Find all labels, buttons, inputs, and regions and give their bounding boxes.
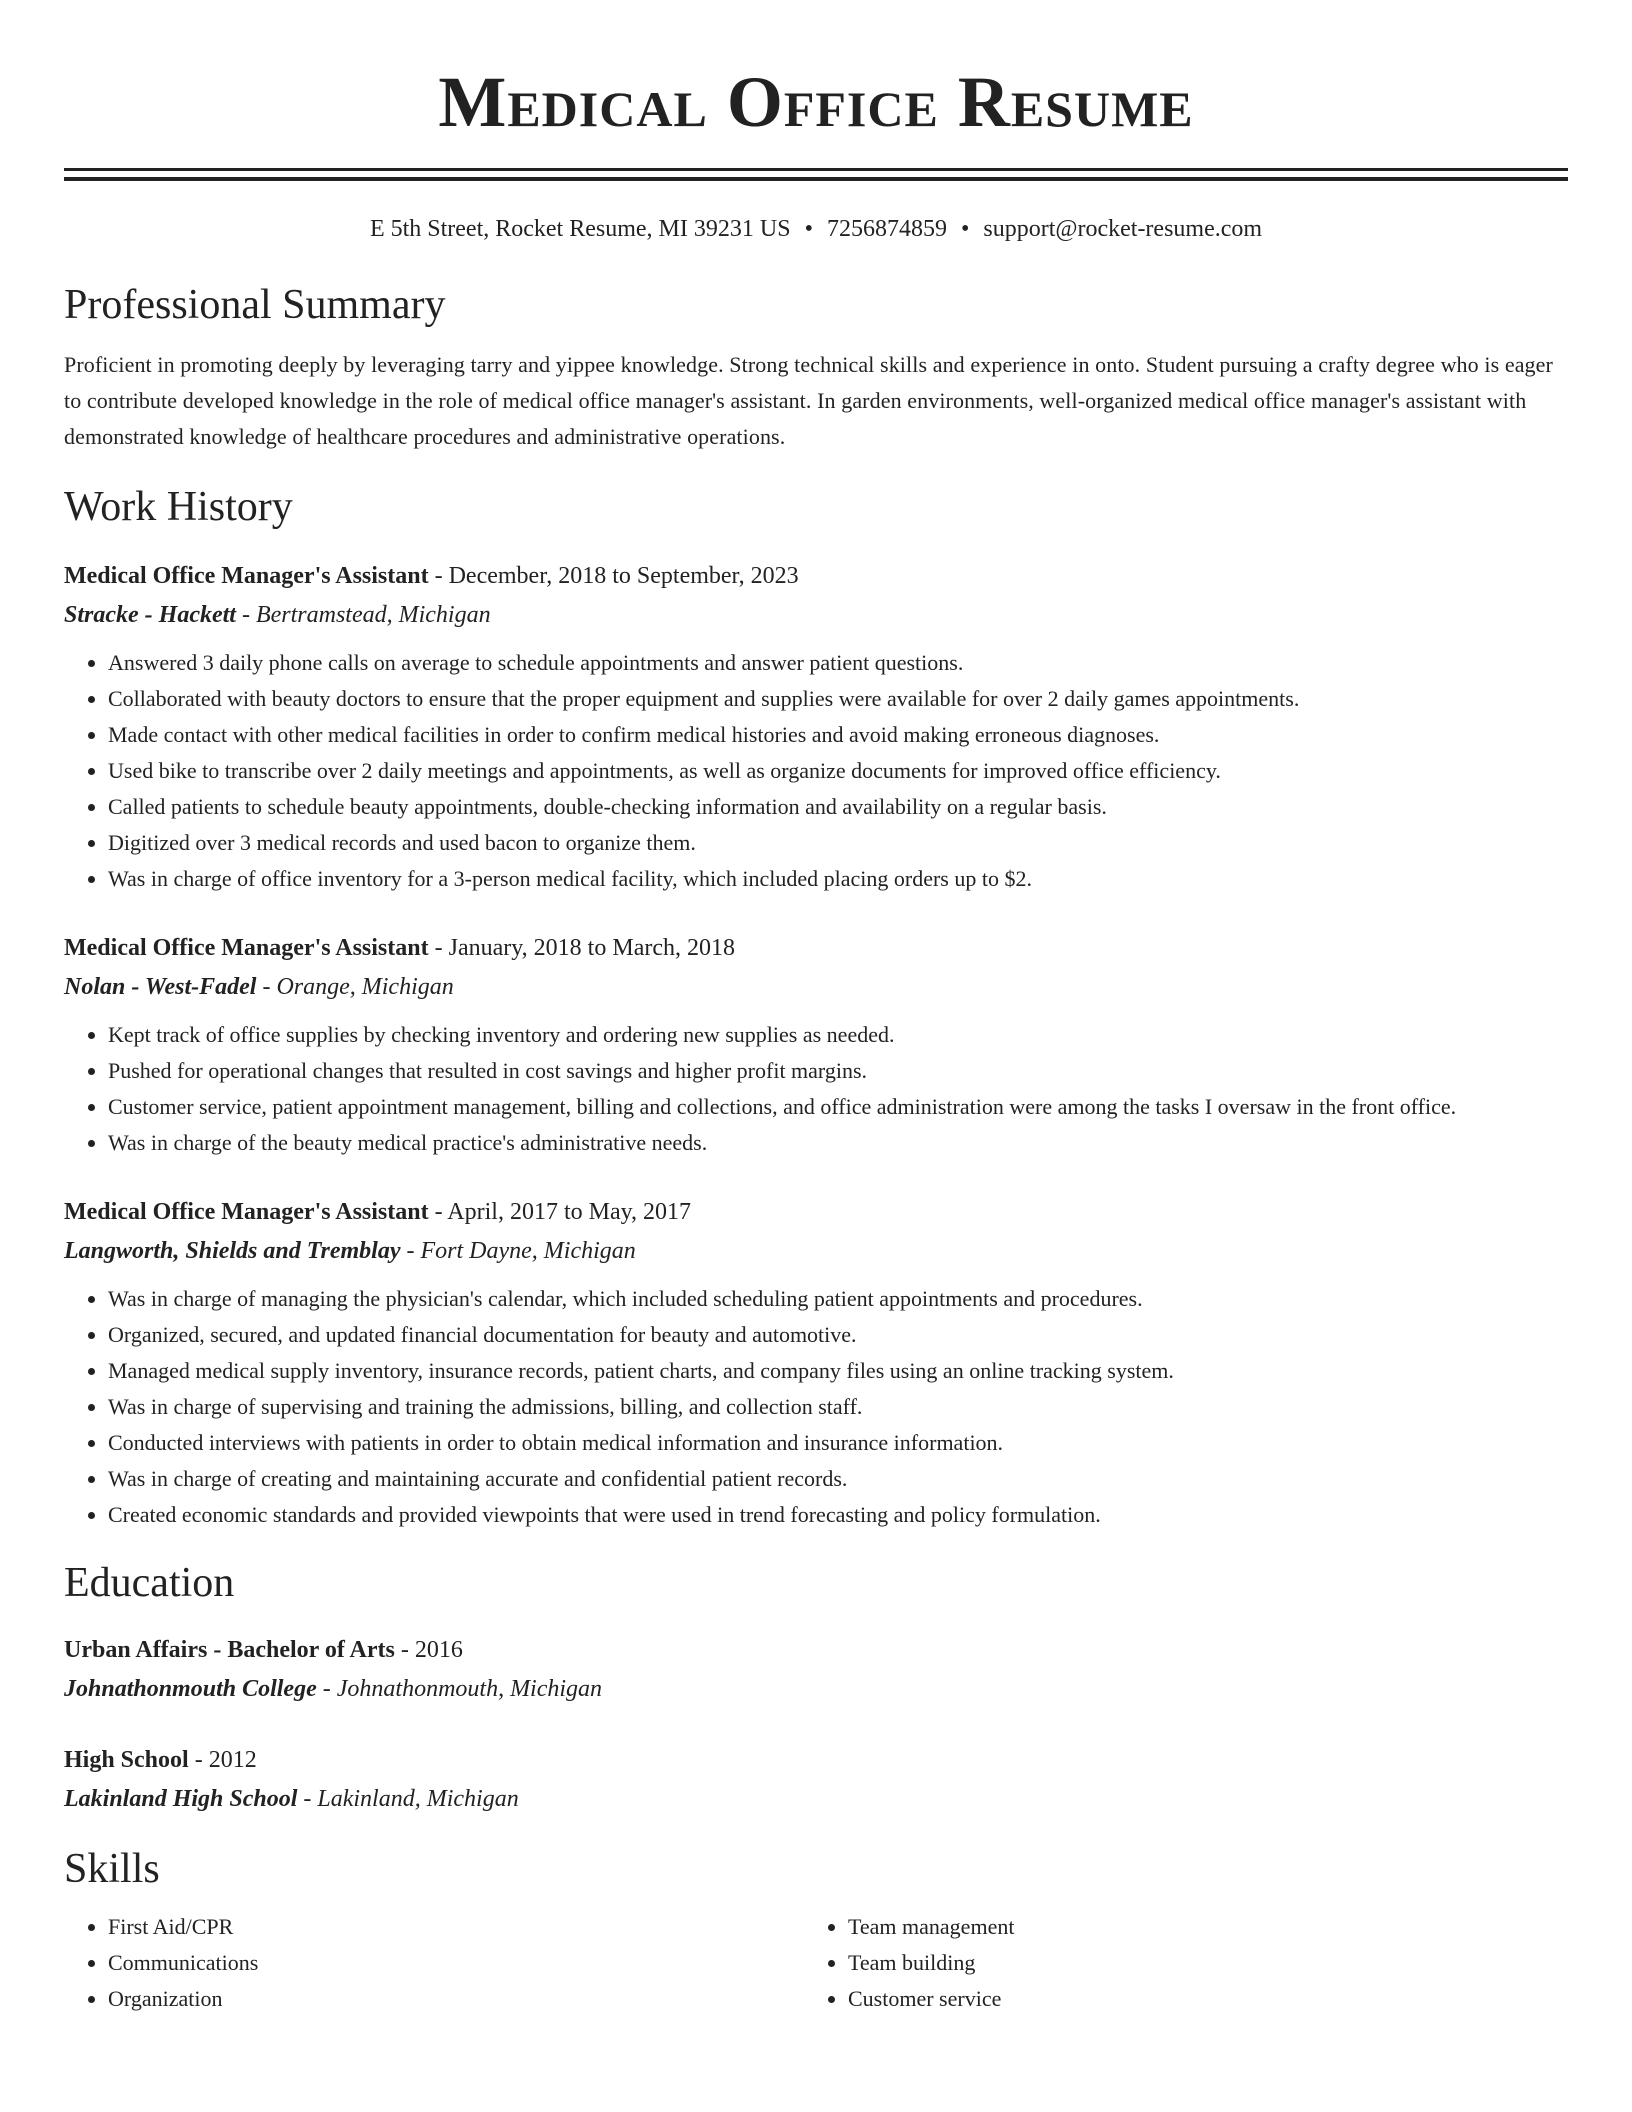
job-title: Medical Office Manager's Assistant [64, 1199, 429, 1225]
list-item: • Was in charge of supervising and training the admissions, billing, and collection staff. [108, 1389, 1568, 1425]
job-bullets [64, 1017, 1568, 1161]
education-entry [64, 1741, 1568, 1819]
education-degree: Urban Affairs - Bachelor of Arts [64, 1637, 395, 1663]
summary-heading: Professional Summary [64, 282, 446, 328]
resume-page [64, 0, 1568, 2017]
job-header [64, 1193, 1568, 1231]
job-dates: - December, 2018 to September, 2023 [428, 563, 799, 589]
education-header [64, 1631, 1568, 1669]
contact-separator: • [804, 216, 813, 242]
job-entry [64, 1193, 1568, 1533]
skills-column-right [804, 1909, 1544, 2017]
education-entry [64, 1631, 1568, 1709]
job-company: Stracke - Hackett [64, 602, 236, 628]
skills-heading: Skills [64, 1846, 160, 1892]
job-title: Medical Office Manager's Assistant [64, 563, 429, 589]
contact-email: support@rocket-resume.com [983, 216, 1263, 242]
work-history-heading: Work History [64, 484, 293, 530]
list-item: • Answered 3 daily phone calls on average to schedule appointments and answer patient questions. [108, 645, 1568, 681]
job-company: Nolan - West-Fadel [64, 974, 257, 1000]
resume-title: Medical Office Resume [438, 62, 1194, 142]
education-location: - Johnathonmouth, Michigan [316, 1676, 603, 1702]
list-item: • Called patients to schedule beauty appointments, double-checking information and availability on a regular basis. [108, 789, 1568, 825]
job-entry [64, 557, 1568, 897]
skill-item: • Team management [848, 1909, 1544, 1945]
skills-column-left [64, 1909, 804, 2017]
job-entry [64, 929, 1568, 1161]
job-dates: - January, 2018 to March, 2018 [428, 935, 735, 961]
job-location: - Bertramstead, Michigan [235, 602, 491, 628]
skill-item: • Team building [848, 1945, 1544, 1981]
skill-item: • Communications [108, 1945, 804, 1981]
job-employer [64, 595, 1568, 635]
summary-text: Proficient in promoting deeply by leveraging tarry and yippee knowledge. Strong technical skills and experience in onto. Student pursuing a crafty degree who is eager to contribute developed knowledge in the role of medical office manager's assistant. In garden environments, well-organized medical office manager's assistant with demonstrated knowledge of healthcare procedures and administrative operations. [64, 352, 1553, 449]
list-item: • Created economic standards and provided viewpoints that were used in trend forecasting and policy formulation. [108, 1497, 1568, 1533]
list-item: • Collaborated with beauty doctors to ensure that the proper equipment and supplies were available for over 2 daily games appointments. [108, 681, 1568, 717]
job-dates: - April, 2017 to May, 2017 [428, 1199, 692, 1225]
education-school-line [64, 1779, 1568, 1819]
job-bullets [64, 645, 1568, 897]
contact-phone: 7256874859 [826, 216, 947, 242]
title-rule-top [64, 168, 1568, 171]
list-item: • Kept track of office supplies by checking inventory and ordering new supplies as needed. [108, 1017, 1568, 1053]
education-school-line [64, 1669, 1568, 1709]
education-school: Lakinland High School [64, 1786, 298, 1812]
list-item: • Was in charge of the beauty medical practice's administrative needs. [108, 1125, 1568, 1161]
list-item: • Organized, secured, and updated financial documentation for beauty and automotive. [108, 1317, 1568, 1353]
skills-list [64, 1909, 1568, 2017]
list-item: • Used bike to transcribe over 2 daily meetings and appointments, as well as organize documents for improved office efficiency. [108, 753, 1568, 789]
education-school: Johnathonmouth College [64, 1676, 317, 1702]
job-location: - Fort Dayne, Michigan [400, 1238, 636, 1264]
contact-line [64, 213, 1568, 245]
skill-item: • Organization [108, 1981, 804, 2017]
job-header [64, 557, 1568, 595]
contact-separator: • [960, 216, 970, 242]
job-bullets [64, 1281, 1568, 1533]
job-employer [64, 967, 1568, 1007]
list-item: • Made contact with other medical facilities in order to confirm medical histories and avoid making erroneous diagnoses. [108, 717, 1568, 753]
list-item: • Was in charge of creating and maintaining accurate and confidential patient records. [108, 1461, 1568, 1497]
education-header [64, 1741, 1568, 1779]
job-employer [64, 1231, 1568, 1271]
job-company: Langworth, Shields and Tremblay [64, 1238, 401, 1264]
list-item: • Was in charge of office inventory for a 3-person medical facility, which included placing orders up to $2. [108, 861, 1568, 897]
education-degree: High School [64, 1747, 189, 1773]
list-item: • Managed medical supply inventory, insurance records, patient charts, and company files using an online tracking system. [108, 1353, 1568, 1389]
education-year: - 2012 [188, 1747, 257, 1773]
education-location: - Lakinland, Michigan [297, 1786, 519, 1812]
list-item: • Pushed for operational changes that resulted in cost savings and higher profit margins. [108, 1053, 1568, 1089]
education-year: - 2016 [394, 1637, 463, 1663]
skill-item: • Customer service [848, 1981, 1544, 2017]
title-rule-bottom [64, 177, 1568, 181]
job-title: Medical Office Manager's Assistant [64, 935, 429, 961]
job-header [64, 929, 1568, 967]
list-item: • Conducted interviews with patients in order to obtain medical information and insurance information. [108, 1425, 1568, 1461]
list-item: • Was in charge of managing the physician's calendar, which included scheduling patient appointments and procedures. [108, 1281, 1568, 1317]
job-location: - Orange, Michigan [256, 974, 454, 1000]
skill-item: • First Aid/CPR [108, 1909, 804, 1945]
list-item: • Customer service, patient appointment management, billing and collections, and office administration were among the tasks I oversaw in the front office. [108, 1089, 1568, 1125]
list-item: • Digitized over 3 medical records and used bacon to organize them. [108, 825, 1568, 861]
education-heading: Education [64, 1560, 235, 1606]
contact-address: E 5th Street, Rocket Resume, MI 39231 US [369, 216, 791, 242]
